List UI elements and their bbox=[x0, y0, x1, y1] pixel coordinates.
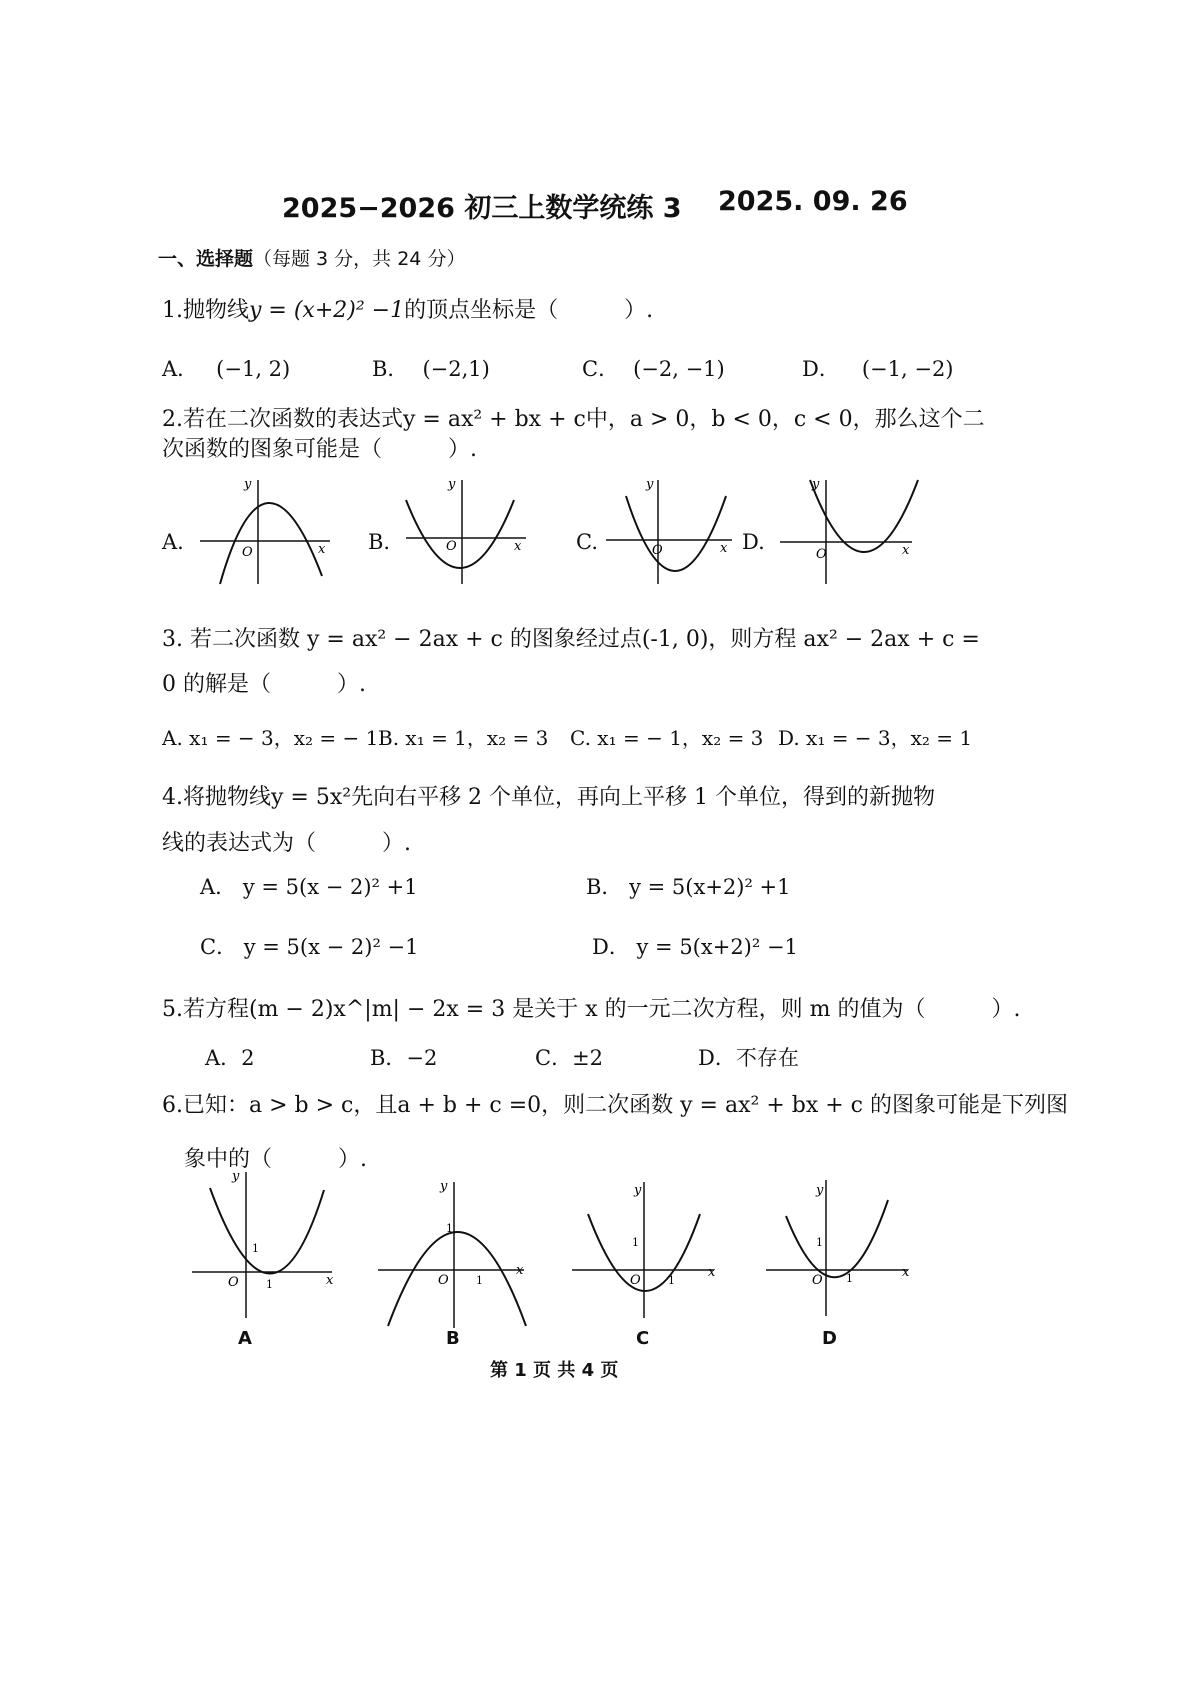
q6c-x: x bbox=[708, 1265, 716, 1280]
q2d-origin: O bbox=[816, 547, 827, 562]
q4-option-c: C． y = 5(x − 2)² −1 bbox=[200, 935, 419, 959]
q6c-tick-y: 1 bbox=[632, 1236, 639, 1249]
q1-option-a: A． (−1, 2) bbox=[162, 357, 291, 381]
q6d-tick-y: 1 bbox=[816, 1236, 823, 1249]
q2-graph-label-c: C. bbox=[576, 530, 598, 554]
q6-graph-label-d: D bbox=[822, 1328, 837, 1349]
section-heading bbox=[158, 244, 465, 271]
q2c-x: x bbox=[720, 541, 728, 556]
q6b-tick-y: 1 bbox=[446, 1222, 453, 1235]
page-footer: 第 1 页 共 4 页 bbox=[490, 1360, 619, 1381]
q1-option-d: D． (−1, −2) bbox=[802, 357, 954, 381]
question-1-stem bbox=[162, 293, 653, 324]
q4-option-d: D． y = 5(x+2)² −1 bbox=[592, 935, 798, 959]
q2-graph-label-a: A. bbox=[162, 530, 184, 554]
q3-option-d: D. x₁ = − 3，x₂ = 1 bbox=[778, 726, 973, 750]
question-5-stem: 5.若方程(m − 2)x^|m| − 2x = 3 是关于 x 的一元二次方程，则 m 的值为（ ）. bbox=[162, 997, 1021, 1022]
question-3-line-2: 0 的解是（ ）. bbox=[162, 672, 366, 697]
q5-option-c: C．±2 bbox=[535, 1046, 604, 1070]
q6c-y: y bbox=[634, 1183, 642, 1198]
section-label: 一、选择题 bbox=[158, 248, 254, 270]
q5-option-a: A．2 bbox=[205, 1046, 255, 1070]
q6a-y: y bbox=[232, 1169, 240, 1184]
q6d-x: x bbox=[902, 1265, 910, 1280]
q2-graph-b bbox=[402, 476, 532, 590]
q6d-origin: O bbox=[812, 1273, 823, 1288]
q6a-origin: O bbox=[228, 1275, 239, 1290]
q2d-y: y bbox=[812, 477, 820, 492]
q2-graph-d bbox=[780, 474, 925, 590]
q1-formula: y = (x+2)² −1 bbox=[249, 298, 405, 323]
q2-graph-c bbox=[602, 476, 738, 590]
q1-suffix: 的顶点坐标是（ ）. bbox=[404, 298, 654, 323]
q6-graph-label-a: A bbox=[238, 1328, 252, 1349]
q6b-origin: O bbox=[438, 1273, 449, 1288]
question-4-line-1: 4.将抛物线y = 5x²先向右平移 2 个单位，再向上平移 1 个单位，得到的新抛物 bbox=[162, 785, 936, 810]
q2c-y: y bbox=[646, 477, 654, 492]
q6c-tick-x: 1 bbox=[668, 1274, 675, 1287]
q2a-origin: O bbox=[242, 545, 253, 560]
q6-graph-b bbox=[378, 1178, 538, 1332]
q2a-y: y bbox=[244, 477, 252, 492]
q2b-y: y bbox=[448, 477, 456, 492]
question-2-line-1: 2.若在二次函数的表达式y = ax² + bx + c中，a > 0，b < 0，c < 0，那么这个二 bbox=[162, 407, 985, 432]
q5-option-b: B．−2 bbox=[370, 1046, 438, 1070]
page-title: 2025−2026 初三上数学统练 3 bbox=[282, 193, 682, 224]
q2c-origin: O bbox=[652, 543, 663, 558]
q6-graph-label-c: C bbox=[636, 1328, 650, 1349]
q2-graph-label-b: B. bbox=[368, 530, 391, 554]
q6a-tick-x: 1 bbox=[266, 1278, 273, 1291]
q6-graph-label-b: B bbox=[446, 1328, 460, 1349]
q2b-origin: O bbox=[446, 539, 457, 554]
q2d-x: x bbox=[902, 543, 910, 558]
q5-option-d: D．不存在 bbox=[698, 1046, 799, 1070]
q3-option-a: A. x₁ = − 3，x₂ = − 1 bbox=[162, 726, 379, 750]
q1-option-b: B． (−2,1) bbox=[372, 357, 490, 381]
q6a-x: x bbox=[326, 1273, 334, 1288]
q4-option-b: B． y = 5(x+2)² +1 bbox=[586, 875, 791, 899]
q6d-tick-x: 1 bbox=[846, 1272, 853, 1285]
q3-option-c: C. x₁ = − 1，x₂ = 3 bbox=[570, 726, 764, 750]
question-6-line-2: 象中的（ ）. bbox=[184, 1147, 367, 1172]
q6c-origin: O bbox=[630, 1273, 641, 1288]
q6-graph-c bbox=[572, 1178, 722, 1322]
q3-option-b: B. x₁ = 1，x₂ = 3 bbox=[378, 726, 549, 750]
q1-prefix: 1.抛物线 bbox=[162, 298, 249, 323]
question-2-line-2: 次函数的图象可能是（ ）. bbox=[162, 437, 477, 462]
question-4-line-2: 线的表达式为（ ）. bbox=[162, 831, 411, 856]
q6d-y: y bbox=[816, 1183, 824, 1198]
q2-graph-a bbox=[200, 476, 340, 590]
q6-graph-a bbox=[192, 1168, 342, 1322]
section-note: （每题 3 分，共 24 分） bbox=[253, 248, 466, 270]
q1-option-c: C． (−2, −1) bbox=[582, 357, 725, 381]
q2a-x: x bbox=[318, 542, 326, 557]
q6b-tick-x: 1 bbox=[476, 1274, 483, 1287]
q6b-x: x bbox=[516, 1263, 524, 1278]
question-3-line-1: 3. 若二次函数 y = ax² − 2ax + c 的图象经过点(-1, 0)，则方程 ax² − 2ax + c = bbox=[162, 627, 980, 652]
q6a-tick-y: 1 bbox=[252, 1242, 259, 1255]
q2-graph-label-d: D. bbox=[742, 530, 765, 554]
q4-option-a: A． y = 5(x − 2)² +1 bbox=[200, 875, 418, 899]
question-6-line-1: 6.已知：a > b > c，且a + b + c =0，则二次函数 y = ax² + bx + c 的图象可能是下列图 bbox=[162, 1093, 1068, 1118]
exam-date: 2025. 09. 26 bbox=[718, 186, 908, 217]
q6-graph-d bbox=[766, 1176, 916, 1320]
q6b-y: y bbox=[440, 1179, 448, 1194]
q2b-x: x bbox=[514, 539, 522, 554]
